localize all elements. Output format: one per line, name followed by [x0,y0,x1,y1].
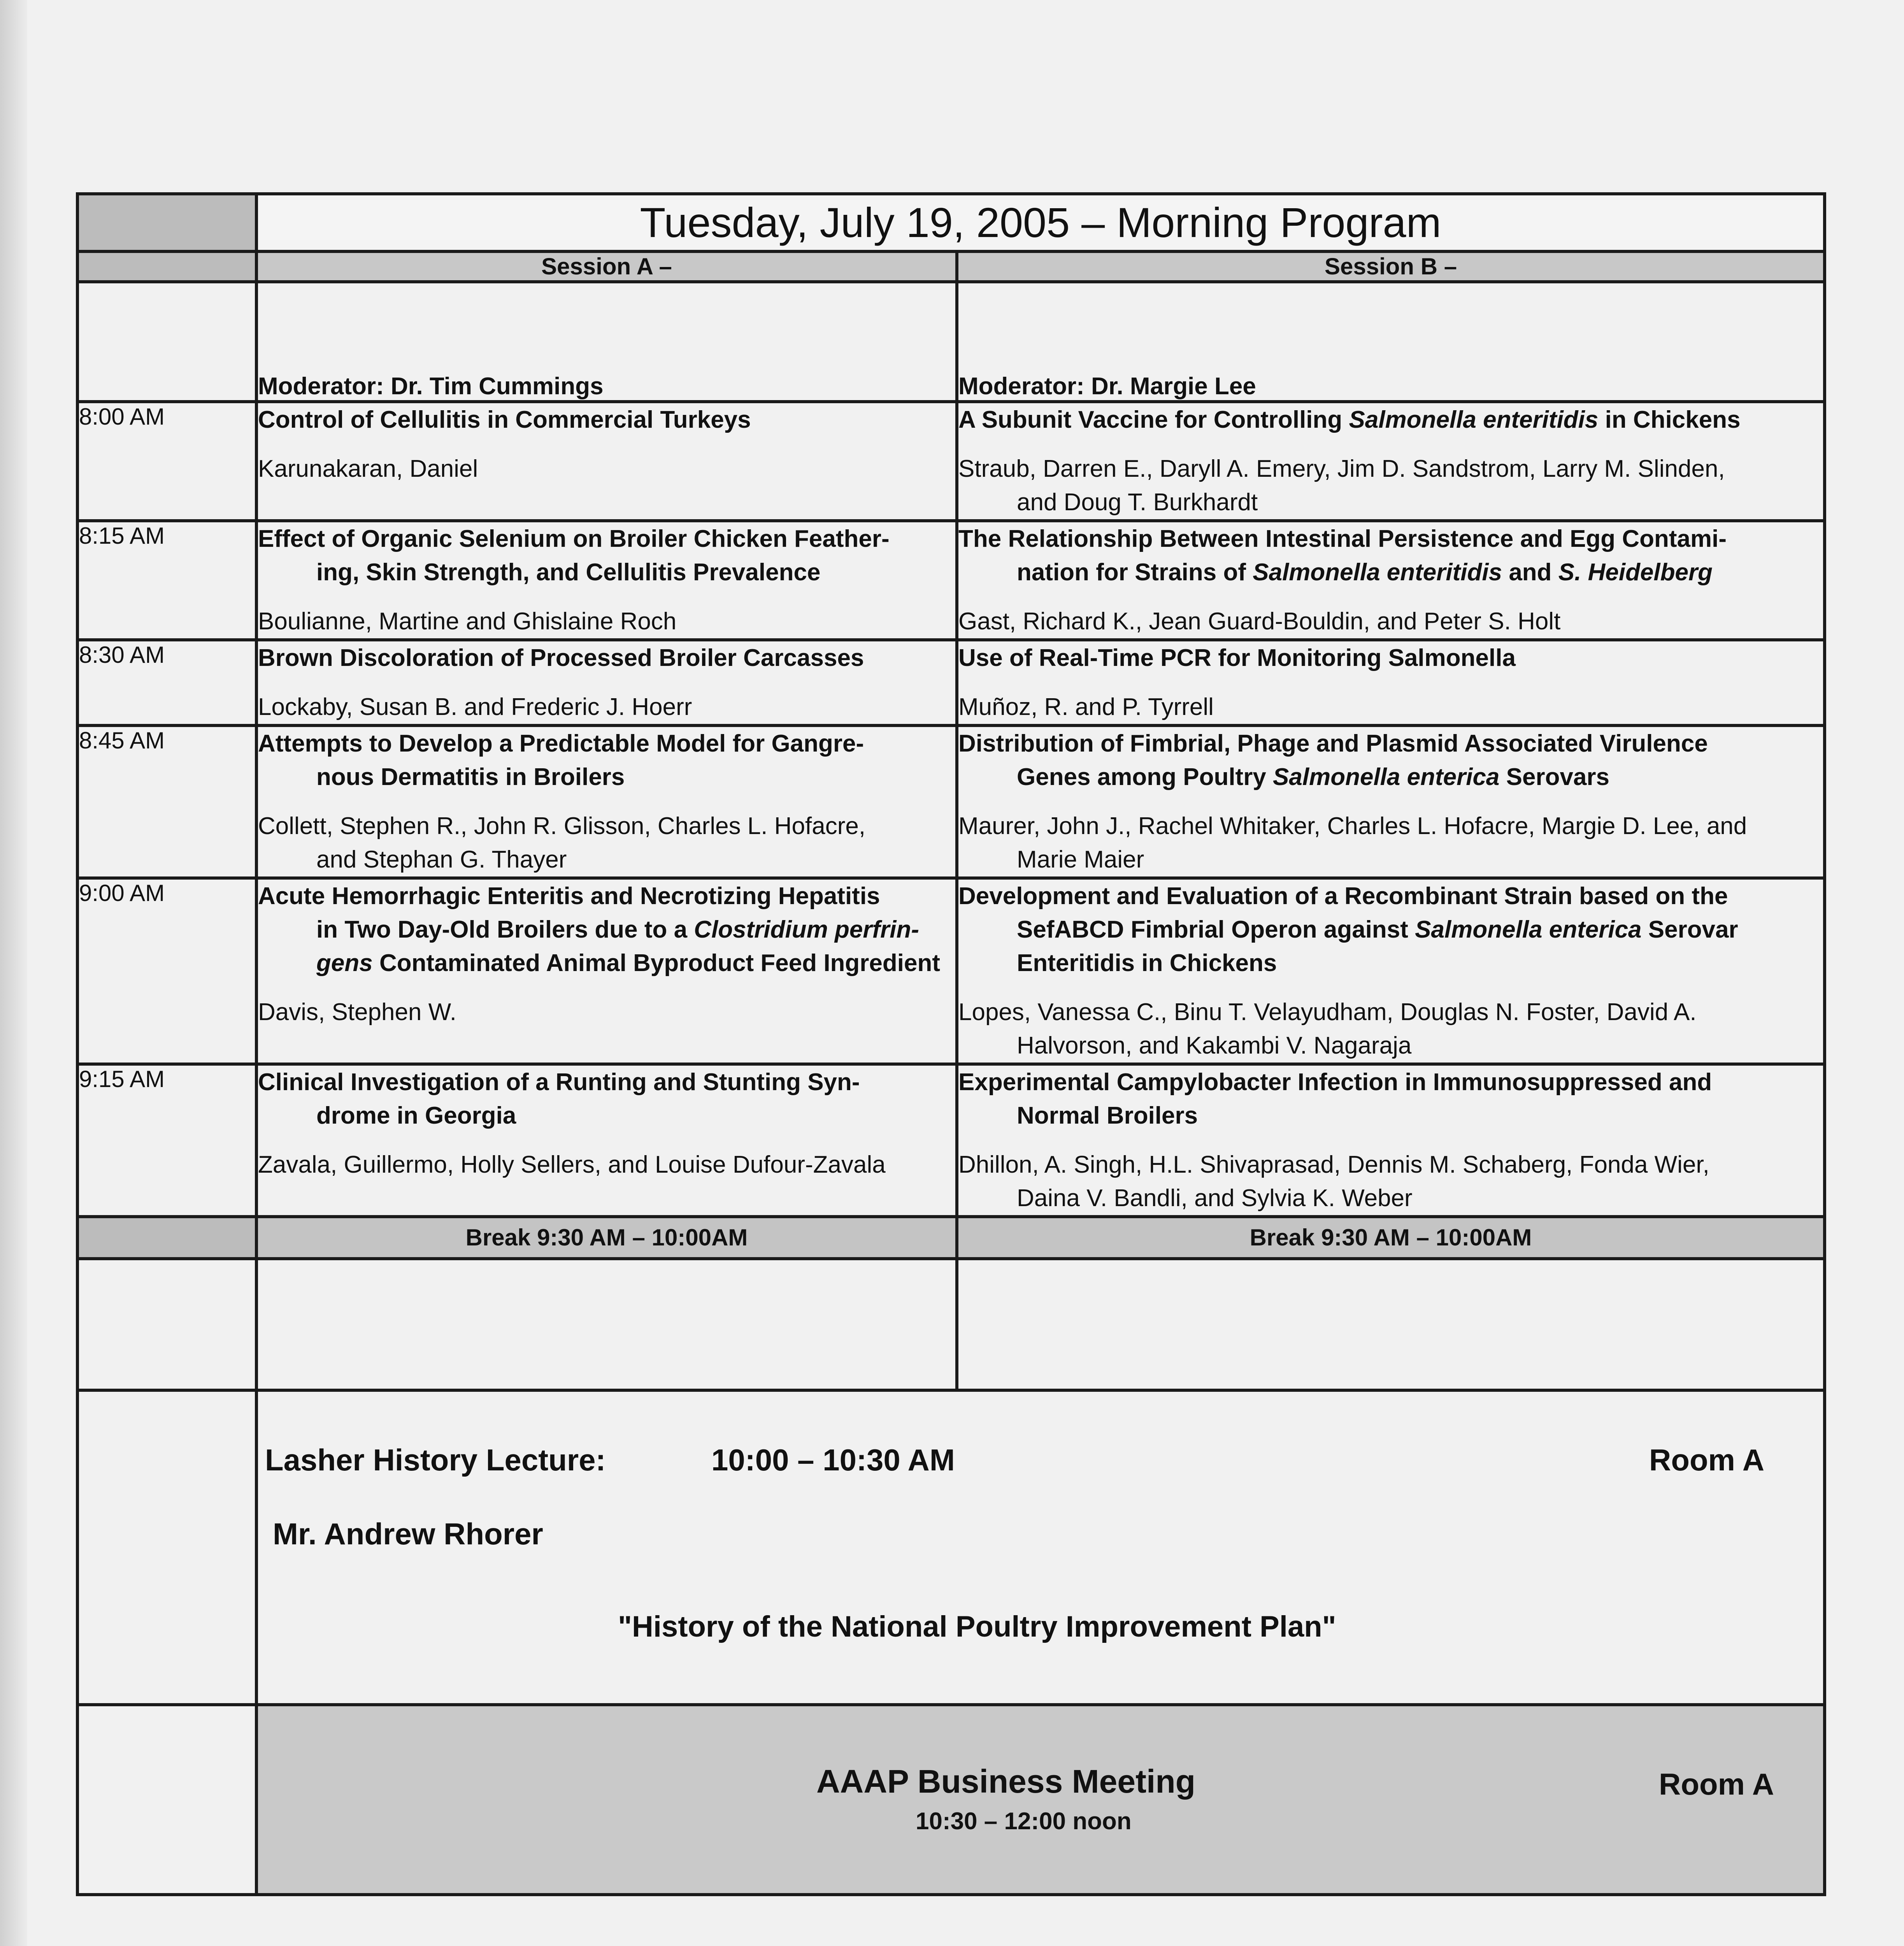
session-b-break: Break 9:30 AM – 10:00AM [957,1217,1825,1259]
session-b-talk [957,878,1825,1064]
session-b-talk [957,402,1825,521]
talk-title [258,641,955,675]
talk-title [958,880,1823,980]
program-row [77,521,1825,640]
talk-title [958,727,1823,794]
session-a-talk [256,725,957,878]
meeting-time: 10:30 – 12:00 noon [916,1808,1132,1835]
talk-title-line: drome in Georgia [316,1102,516,1129]
lecture-speaker: Mr. Andrew Rhorer [273,1517,543,1551]
slot-time: 9:15 AM [77,1064,256,1217]
talk-authors [258,996,955,1029]
gap-a-cell [256,1259,957,1390]
talk-title-line: Enteritidis in Chickens [1017,950,1277,977]
session-a-moderator: Moderator: Dr. Tim Cummings [256,282,957,402]
talk-title-line: ing, Skin Strength, and Cellulitis Prevalence [316,559,821,586]
meeting-room: Room A [1659,1767,1774,1801]
talk-authors-line: Maurer, John J., Rachel Whitaker, Charles L. Hofacre, Margie D. Lee, and [958,813,1747,840]
session-a-talk [256,878,957,1064]
talk-title-line: Development and Evaluation of a Recombinant Strain based on the [958,883,1728,910]
talk-title [258,727,955,794]
talk-authors-line: and Doug T. Burkhardt [1017,489,1258,516]
meeting-title: AAAP Business Meeting [816,1763,1195,1800]
talk-title-line: Clinical Investigation of a Runting and Stunting Syn- [258,1069,860,1096]
slot-time: 8:15 AM [77,521,256,640]
session-a-break: Break 9:30 AM – 10:00AM [256,1217,957,1259]
talk-title-line: Genes among Poultry Salmonella enterica Serovars [1017,764,1610,790]
talk-authors [958,690,1823,724]
talk-authors-line: Muñoz, R. and P. Tyrrell [958,694,1214,720]
talk-authors [258,690,955,724]
talk-authors [258,452,955,486]
talk-title-line: nous Dermatitis in Broilers [316,764,625,790]
talk-authors-line: and Stephan G. Thayer [316,846,567,873]
meeting-time-cell [77,1705,256,1895]
session-b-moderator: Moderator: Dr. Margie Lee [957,282,1825,402]
talk-authors-line: Davis, Stephen W. [258,999,457,1026]
talk-title [258,1066,955,1133]
session-a-talk [256,1064,957,1217]
session-b-talk [957,725,1825,878]
talk-title-line: nation for Strains of Salmonella enteritidis and S. Heidelberg [1017,559,1713,586]
talk-authors [958,810,1823,876]
talk-authors-line: Lockaby, Susan B. and Frederic J. Hoerr [258,694,692,720]
talk-title [958,1066,1823,1133]
program-rows [77,402,1825,1217]
slot-time: 8:30 AM [77,640,256,725]
talk-title-line: Effect of Organic Selenium on Broiler Chicken Feather- [258,525,890,552]
talk-title-line: Acute Hemorrhagic Enteritis and Necrotizing Hepatitis [258,883,880,910]
program-row [77,878,1825,1064]
talk-title [258,880,955,980]
talk-authors-line: Zavala, Guillermo, Holly Sellers, and Louise Dufour-Zavala [258,1151,886,1178]
talk-title [258,522,955,589]
talk-title-line: SefABCD Fimbrial Operon against Salmonella enterica Serovar [1017,916,1738,943]
session-a-talk [256,640,957,725]
lasher-lecture-block [256,1390,1825,1705]
lecture-heading: Lasher History Lecture: [265,1443,606,1477]
session-b-label: Session B – [957,251,1825,282]
talk-title-line: Brown Discoloration of Processed Broiler Carcasses [258,645,864,671]
talk-title-line: Use of Real-Time PCR for Monitoring Salmonella [958,645,1516,671]
gap-b-cell [957,1259,1825,1390]
slot-time: 8:45 AM [77,725,256,878]
talk-title [958,522,1823,589]
talk-authors [258,605,955,638]
moderator-time-cell [77,282,256,402]
session-head-corner [77,251,256,282]
break-time-cell [77,1217,256,1259]
talk-authors-line: Collett, Stephen R., John R. Glisson, Charles L. Hofacre, [258,813,866,840]
program-row [77,1064,1825,1217]
program-row [77,640,1825,725]
session-a-label: Session A – [256,251,957,282]
talk-title [958,641,1823,675]
session-a-talk [256,521,957,640]
talk-authors-line: Lopes, Vanessa C., Binu T. Velayudham, Douglas N. Foster, David A. [958,999,1697,1026]
business-meeting-block [256,1705,1825,1895]
lecture-room: Room A [1649,1443,1765,1477]
talk-authors-line: Boulianne, Martine and Ghislaine Roch [258,608,677,635]
title-corner-cell [77,194,256,251]
talk-authors-line: Marie Maier [1017,846,1144,873]
slot-time: 8:00 AM [77,402,256,521]
program-row [77,725,1825,878]
talk-authors-line: Halvorson, and Kakambi V. Nagaraja [1017,1032,1412,1059]
page-binding-edge [0,0,27,1946]
talk-authors [958,452,1823,519]
talk-title-line: gens Contaminated Animal Byproduct Feed Ingredient [316,950,940,977]
session-a-talk [256,402,957,521]
lecture-time-cell [77,1390,256,1705]
talk-authors [958,1148,1823,1215]
talk-title-line: Distribution of Fimbrial, Phage and Plasmid Associated Virulence [958,730,1708,757]
talk-authors [258,1148,955,1182]
morning-program-table [76,192,1826,1896]
program-row [77,402,1825,521]
talk-title-line: Attempts to Develop a Predictable Model for Gangre- [258,730,864,757]
talk-title-line: Experimental Campylobacter Infection in Immunosuppressed and [958,1069,1712,1096]
session-b-talk [957,1064,1825,1217]
lecture-subtitle: "History of the National Poultry Improvement Plan" [618,1610,1336,1643]
talk-authors-line: Daina V. Bandli, and Sylvia K. Weber [1017,1185,1413,1212]
talk-authors [958,605,1823,638]
session-b-talk [957,640,1825,725]
talk-authors-line: Straub, Darren E., Daryll A. Emery, Jim D. Sandstrom, Larry M. Slinden, [958,455,1725,482]
talk-authors-line: Gast, Richard K., Jean Guard-Bouldin, and Peter S. Holt [958,608,1561,635]
talk-title-line: Normal Broilers [1017,1102,1198,1129]
talk-title [958,403,1823,437]
talk-title-line: Control of Cellulitis in Commercial Turkeys [258,406,751,433]
talk-title [258,403,955,437]
talk-title-line: in Two Day-Old Broilers due to a Clostridium perfrin- [316,916,919,943]
talk-authors [258,810,955,876]
slot-time: 9:00 AM [77,878,256,1064]
talk-authors [958,996,1823,1063]
talk-authors-line: Dhillon, A. Singh, H.L. Shivaprasad, Dennis M. Schaberg, Fonda Wier, [958,1151,1709,1178]
talk-title-line: A Subunit Vaccine for Controlling Salmonella enteritidis in Chickens [958,406,1741,433]
page-title: Tuesday, July 19, 2005 – Morning Program [256,194,1825,251]
lecture-time: 10:00 – 10:30 AM [711,1443,955,1477]
talk-title-line: The Relationship Between Intestinal Persistence and Egg Contami- [958,525,1727,552]
gap-time-cell [77,1259,256,1390]
talk-authors-line: Karunakaran, Daniel [258,455,478,482]
session-b-talk [957,521,1825,640]
